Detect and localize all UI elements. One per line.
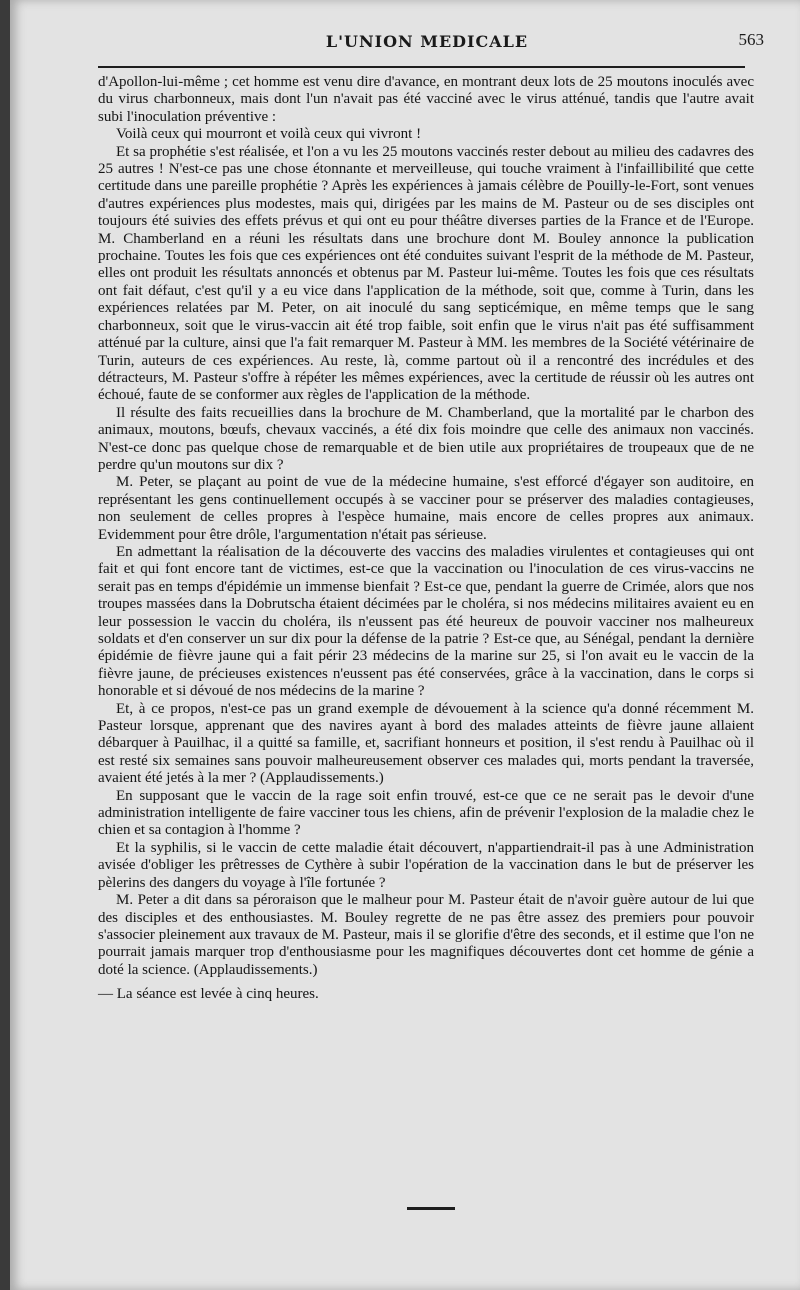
header-rule xyxy=(98,66,745,68)
page-number: 563 xyxy=(738,30,764,49)
paragraph: Et sa prophétie s'est réalisée, et l'on a vu les 25 moutons vaccinés rester debout au milieu des cadavres des 25 autres ! N'est-ce pas une chose étonnante et merveilleuse, qui touche vraiment à l'infaillibilité que cette certitude dans une pareille prophétie ? Après les expériences à jamais célèbre de Pouilly-le-Fort, sont venues d'autres expériences plus modestes, mais qui, dirigées par les mains de M. Pasteur ou de ses disciples ont toujours été suivies des effets prévus et qui ont eu pour théâtre diverses parties de la France et de l'Europe. M. Chamberland en a réuni les résultats dans une brochure dont M. Bouley annonce la publication prochaine. Toutes les fois que ces expériences ont été conduites suivant l'esprit de la méthode de M. Pasteur, elles ont produit les résultats annoncés et obtenus par M. Pasteur lui-même. Toutes les fois que ces résultats ont fait défaut, c'est qu'il y a eu vice dans l'application de la méthode, soit que, comme à Turin, dans les expériences relatées par M. Peter, on ait inoculé du sang septicémique, en même temps que le sang charbonneux, soit que le virus-vaccin ait été trop faible, soit enfin que le virus n'ait pas été suffisamment atténué par la culture, ainsi que l'a fait remarquer M. Pasteur à MM. les membres de la Société vétérinaire de Turin, auteurs de ces expériences. Au reste, là, comme partout où il a rencontré des incrédules et des détracteurs, M. Pasteur s'offre à répéter les mêmes expériences, avec la certitude de réussir où les autres ont échoué, faute de se conformer aux règles de l'application de la méthode. xyxy=(98,143,754,404)
end-rule xyxy=(407,1207,455,1210)
article-body xyxy=(98,74,754,1004)
paragraph: d'Apollon-lui-même ; cet homme est venu dire d'avance, en montrant deux lots de 25 moutons inoculés avec du virus charbonneux, mais dont l'un n'avait pas été vacciné avec le virus atténué, tandis que l'autre avait subi l'inoculation préventive : xyxy=(98,74,754,125)
document-page xyxy=(10,0,800,1290)
paragraph: M. Peter, se plaçant au point de vue de la médecine humaine, s'est efforcé d'égayer son auditoire, en représentant les gens continuellement occupés à se vacciner pour se préserver des maladies contagieuses, non seulement de celles propres à l'espèce humaine, mais encore de celles propres aux animaux. Evidemment pour être drôle, l'argumentation n'était pas sérieuse. xyxy=(98,474,754,543)
paragraph: Et la syphilis, si le vaccin de cette maladie était découvert, n'appartiendrait-il pas à une Administration avisée d'obliger les prêtresses de Cythère à subir l'opération de la vaccination dans le but de préserver les pèlerins des dangers du voyage à l'île fortunée ? xyxy=(98,839,754,891)
paragraph: Et, à ce propos, n'est-ce pas un grand exemple de dévouement à la science qu'a donné récemment M. Pasteur lorsque, apprenant que des navires ayant à bord des malades atteints de fièvre jaune allaient débarquer à Pauilhac, il a quitté sa famille, et, sacrifiant honneurs et position, il s'est rendu à Pauilhac où il est resté six semaines sans pouvoir malheureusement observer ces malades qui, morts pendant la traversée, avaient été jetés à la mer ? (Applaudissements.) xyxy=(98,700,754,787)
closing-line: — La séance est levée à cinq heures. xyxy=(98,986,319,1003)
paragraph: Voilà ceux qui mourront et voilà ceux qui vivront ! xyxy=(116,126,422,143)
paragraph: M. Peter a dit dans sa péroraison que le malheur pour M. Pasteur était de n'avoir guère autour de lui que des disciples et des enthousiastes. M. Bouley regrette de ne pas être assez des premiers pour pouvoir s'associer pleinement aux travaux de M. Pasteur, mais il se glorifie d'être des seconds, et il estime que l'on ne pourrait jamais marquer trop d'enthousiasme pour les magnifiques découvertes dont cet homme de génie a doté la science. (Applaudissements.) xyxy=(98,892,754,978)
page-header xyxy=(90,28,764,58)
paragraph: En admettant la réalisation de la découverte des vaccins des maladies virulentes et contagieuses qui ont fait et qui font encore tant de victimes, est-ce que la vaccination ou l'inoculation de ces virus-vaccins ne serait pas en temps d'épidémie un immense bienfait ? Est-ce que, pendant la guerre de Crimée, alors que nos troupes massées dans la Dobrutscha étaient décimées par le choléra, si nos médecins militaires avaient eu en leur possession le vaccin du choléra, ils n'eussent pas été heureux de pouvoir vacciner nos malheureux soldats et d'en conserver un sur dix pour la défense de la patrie ? Est-ce que, au Sénégal, pendant la dernière épidémie de fièvre jaune qui a fait périr 23 médecins de la marine sur 25, si l'on avait eu le vaccin de la fièvre jaune, de précieuses existences n'eussent pas été conservées, grâce à la vaccination, dans le corps si honorable et si dévoué de nos médecins de la marine ? xyxy=(98,543,754,700)
paragraph: Il résulte des faits recueillies dans la brochure de M. Chamberland, que la mortalité par le charbon des animaux, moutons, bœufs, chevaux vaccinés, a été dix fois moindre que celle des animaux non vaccinés. N'est-ce donc pas quelque chose de remarquable et de bien utile aux propriétaires de troupeaux que de ne perdre qu'un moutons sur dix ? xyxy=(98,404,754,473)
running-title: L'UNION MEDICALE xyxy=(325,32,529,51)
paragraph: En supposant que le vaccin de la rage soit enfin trouvé, est-ce que ce ne serait pas le devoir d'une administration intelligente de faire vacciner tous les chiens, afin de prévenir l'explosion de la maladie chez le chien et sa contagion à l'homme ? xyxy=(98,787,754,839)
